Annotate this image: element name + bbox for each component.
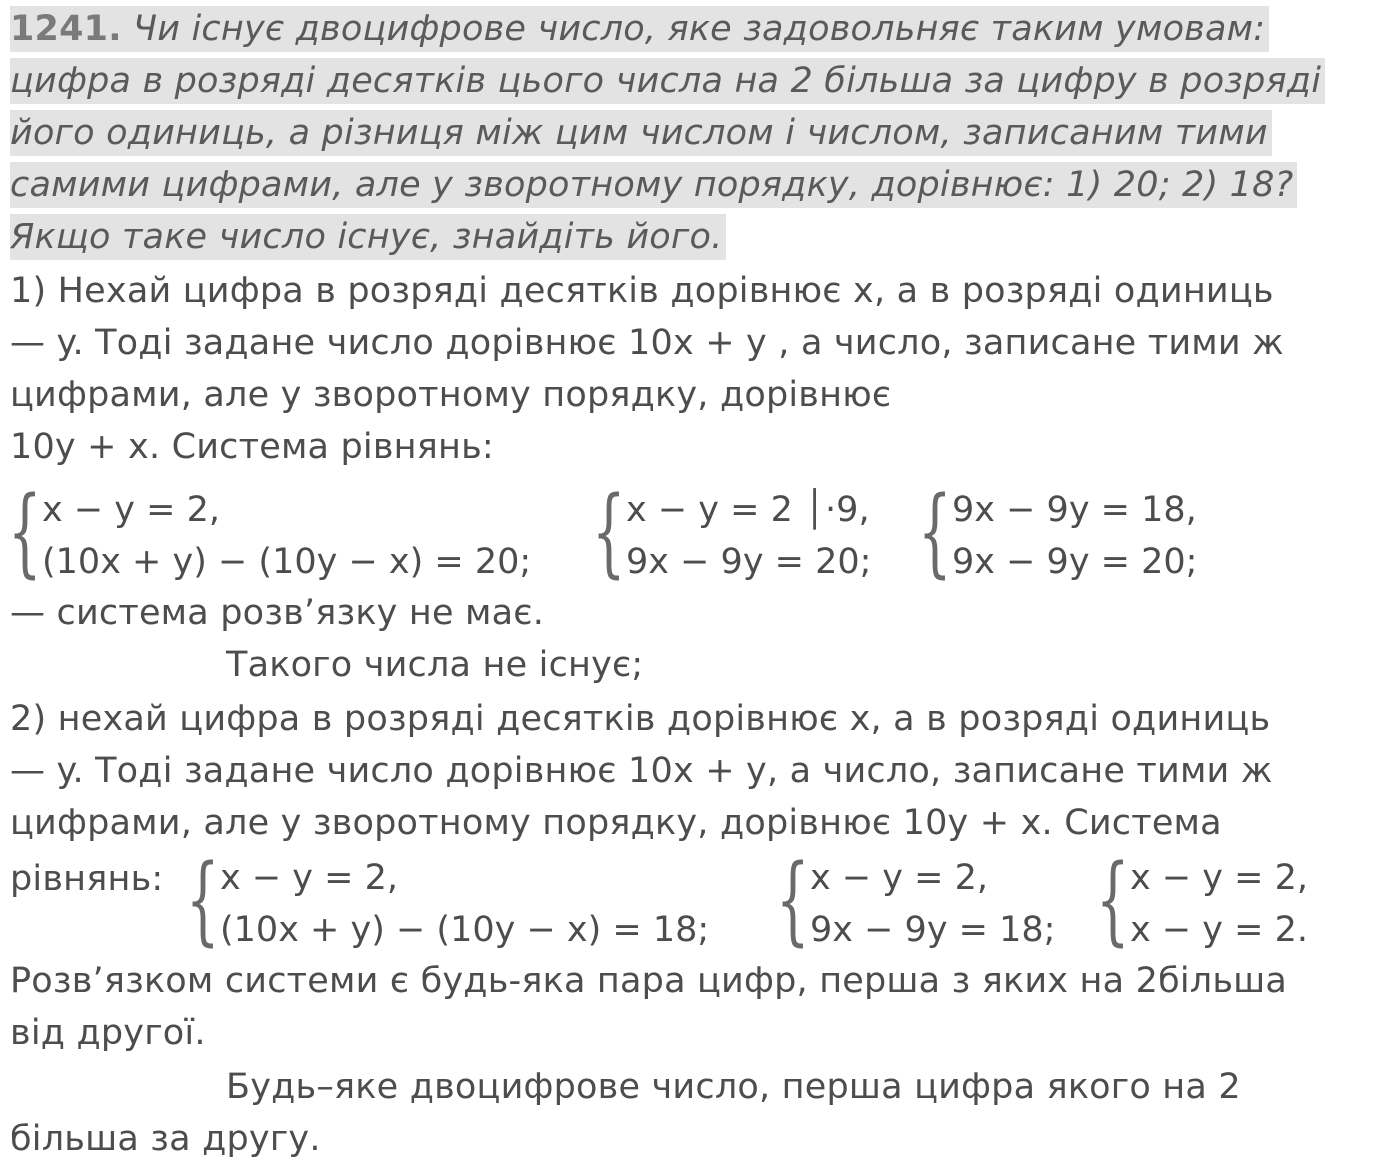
equation: (10x + y) − (10y − x) = 20; xyxy=(42,542,532,582)
equation: x − y = 2. xyxy=(1130,910,1308,950)
part2-answer-line-1: Будь–яке двоцифрове число, перша цифра якого на 2 xyxy=(226,1067,1241,1107)
equation: x − y = 2, xyxy=(42,490,220,530)
part1-line-2: — y. Тоді задане число дорівнює 10x + y , а число, записане тими ж xyxy=(10,323,1284,363)
equation: 9x − 9y = 20; xyxy=(952,542,1198,582)
part1-line-3: цифрами, але у зворотному порядку, дорівнює xyxy=(10,375,892,415)
equation: (10x + y) − (10y − x) = 18; xyxy=(220,910,710,950)
task-line-5: Якщо таке число існує, знайдіть його. xyxy=(10,214,726,260)
equation: x − y = 2, xyxy=(220,858,398,898)
task-number: 1241. xyxy=(10,9,122,49)
brace-icon: { xyxy=(776,844,810,956)
part2-system-2 xyxy=(776,844,1056,956)
part1-line-1: 1) Нехай цифра в розряді десятків дорівнює x, а в розряді одиниць xyxy=(10,271,1274,311)
task-line-1: 1241. Чи існує двоцифрове число, яке задовольняє таким умовам: xyxy=(10,6,1269,52)
part2-after-line-2: від другої. xyxy=(10,1013,206,1053)
equation: x − y = 2, xyxy=(810,858,988,898)
equation: x − y = 2, xyxy=(1130,858,1308,898)
brace-icon: { xyxy=(8,476,42,588)
brace-icon: { xyxy=(918,476,952,588)
equation: x − y = 2 │·9, xyxy=(626,490,870,530)
part2-line-2: — y. Тоді задане число дорівнює 10x + y, а число, записане тими ж xyxy=(10,751,1273,791)
task-line-4: самими цифрами, але у зворотному порядку, дорівнює: 1) 20; 2) 18? xyxy=(10,162,1297,208)
task-line-3: його одиниць, а різниця між цим числом і числом, записаним тими xyxy=(10,110,1272,156)
part1-conclusion: — система розв’язку не має. xyxy=(10,593,545,633)
brace-icon: { xyxy=(186,844,220,956)
equation: 9x − 9y = 18, xyxy=(952,490,1197,530)
brace-icon: { xyxy=(1096,844,1130,956)
part2-line-3: цифрами, але у зворотному порядку, дорівнює 10y + x. Система xyxy=(10,803,1222,843)
part2-after-line-1: Розв’язком системи є будь-яка пара цифр, перша з яких на 2більша xyxy=(10,961,1288,1001)
part2-systems-label: рівнянь: xyxy=(10,859,164,899)
part2-system-3 xyxy=(1096,844,1308,956)
part1-system-3 xyxy=(918,476,1198,588)
brace-icon: { xyxy=(592,476,626,588)
equation: 9x − 9y = 20; xyxy=(626,542,872,582)
part1-system-2 xyxy=(592,476,872,588)
part1-line-4: 10y + x. Система рівнянь: xyxy=(10,427,494,467)
part2-system-1 xyxy=(186,844,710,956)
part1-answer: Такого числа не існує; xyxy=(226,645,644,685)
task-line-2: цифра в розряді десятків цього числа на 2 більша за цифру в розряді xyxy=(10,58,1325,104)
part1-system-1 xyxy=(8,476,532,588)
part2-answer-line-2: більша за другу. xyxy=(10,1119,321,1159)
equation: 9x − 9y = 18; xyxy=(810,910,1056,950)
part2-line-1: 2) нехай цифра в розряді десятків дорівнює x, а в розряді одиниць xyxy=(10,699,1271,739)
